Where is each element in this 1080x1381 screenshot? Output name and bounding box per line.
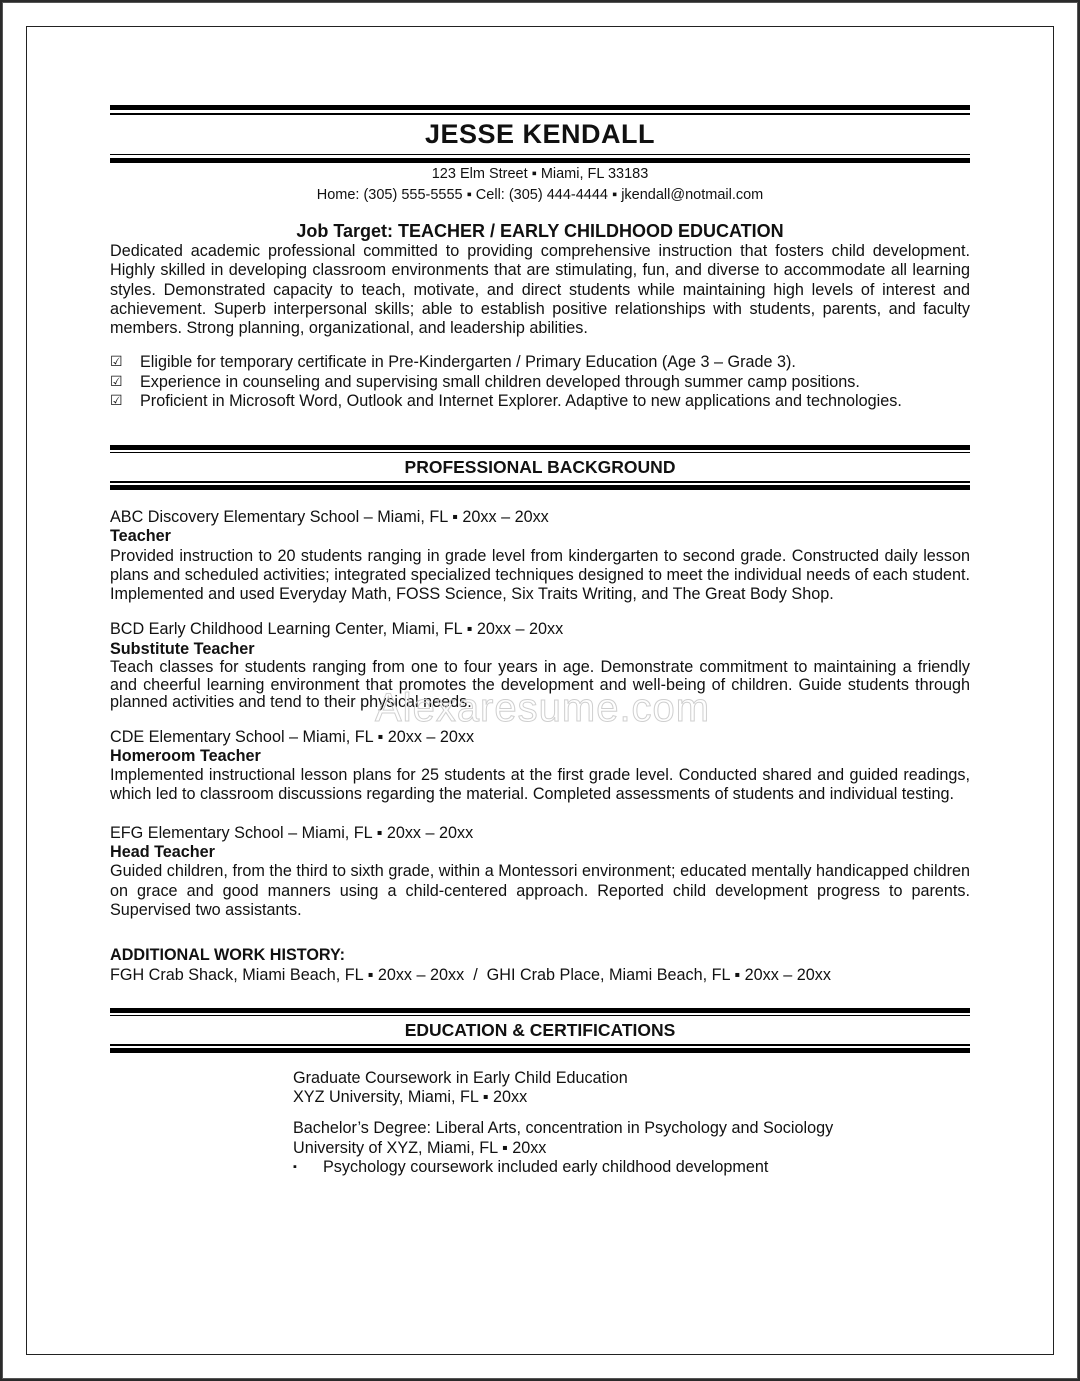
check-item-text: Eligible for temporary certificate in Pre-Kindergarten / Primary Education (Age 3 – Grade 3). [140,353,796,372]
checkbox-icon: ☑ [110,354,123,371]
contact-address: 123 Elm Street ▪ Miami, FL 33183 [431,166,649,182]
education-bullet [293,1158,970,1177]
job-entry [110,508,970,604]
contact-phones-email: Home: (305) 555-5555 ▪ Cell: (305) 444-4444 ▪ jkendall@notmail.com [316,186,764,203]
check-item [110,373,970,393]
job-employer: EFG Elementary School – Miami, FL ▪ 20xx – 20xx [110,823,474,842]
job-description: Teach classes for students ranging from one to four years in age. Demonstrate commitment to maintaining a friendly and cheerful learning environment that promotes the development and well-being of children. Guide students through planned activities and tend to their physical needs. [110,658,970,712]
job-employer: CDE Elementary School – Miami, FL ▪ 20xx – 20xx [110,727,475,746]
divider [110,1015,970,1017]
divider [110,452,970,454]
divider [110,485,970,490]
square-bullet-icon: ▪ [293,1161,297,1174]
summary-paragraph: Dedicated academic professional committed to providing comprehensive instruction that fosters child development. Highly skilled in developing classroom environments that are stimulating, fun, and diverse to accommodate all learning styles. Demonstrated capacity to teach, motivate, and direct students while maintaining high levels of interest and achievement. Superb interpersonal skills; able to establish positive relationships with students, parents, and faculty members. Strong planning, organizational, and leadership abilities. [110,242,970,338]
job-description: Implemented instructional lesson plans for 25 students at the first grade level. Conducted shared and guided readings, which led to classroom discussions regarding the material. Completed assessments of students and individual testing. [110,766,970,804]
divider [110,154,970,156]
education-program: Graduate Coursework in Early Child Education [293,1068,628,1087]
name-band-bottom [110,154,970,164]
section-header-education [110,1008,970,1053]
divider [110,113,970,115]
section-title: EDUCATION & CERTIFICATIONS [404,1020,676,1041]
divider [110,1044,970,1046]
candidate-name: JESSE KENDALL [424,118,656,149]
job-title: Homeroom Teacher [110,746,261,765]
education-bullet-text: Psychology coursework included early childhood development [323,1158,769,1177]
job-employer: ABC Discovery Elementary School – Miami, FL ▪ 20xx – 20xx [110,507,549,526]
job-title: Head Teacher [110,843,215,862]
additional-work-heading: ADDITIONAL WORK HISTORY: [110,946,346,965]
divider [110,105,970,110]
check-item [110,353,970,373]
qualification-checklist [110,353,970,412]
divider [110,1008,970,1013]
education-institution: XYZ University, Miami, FL ▪ 20xx [293,1088,528,1107]
job-description: Guided children, from the third to sixth grade, within a Montessori environment; educated mentally handicapped children on grace and good manners using a child-centered approach. Reported child development progress to parents. Supervised two assistants. [110,862,970,919]
job-employer: BCD Early Childhood Learning Center, Miami, FL ▪ 20xx – 20xx [110,620,564,639]
divider [110,481,970,483]
check-item [110,392,970,412]
job-title: Substitute Teacher [110,639,255,658]
job-description: Provided instruction to 20 students ranging in grade level from kindergarten to second grade. Constructed daily lesson plans and scheduled activities; integrated specialized techniques designed to meet the individual needs of each student. Implemented and used Everyday Math, FOSS Science, Six Traits Writing, and The Great Body Shop. [110,546,970,604]
job-entry [110,728,970,805]
additional-work-text: FGH Crab Shack, Miami Beach, FL ▪ 20xx – 20xx / GHI Crab Place, Miami Beach, FL ▪ 20xx – 20xx [110,965,831,984]
job-title: Teacher [110,527,171,546]
checkbox-icon: ☑ [110,373,123,390]
check-item-text: Proficient in Microsoft Word, Outlook and Internet Explorer. Adaptive to new applications and technologies. [140,392,902,411]
divider [110,1048,970,1053]
job-entry [110,620,970,711]
resume-page [110,105,970,1177]
divider [110,158,970,163]
divider [110,445,970,450]
section-header-professional [110,445,970,490]
education-entry [293,1069,970,1108]
check-item-text: Experience in counseling and supervising small children developed through summer camp positions. [140,372,860,391]
section-title: PROFESSIONAL BACKGROUND [404,457,676,478]
education-institution: University of XYZ, Miami, FL ▪ 20xx [293,1138,547,1157]
education-entry [293,1119,970,1177]
name-band [110,105,970,151]
checkbox-icon: ☑ [110,393,123,410]
education-program: Bachelor’s Degree: Liberal Arts, concentration in Psychology and Sociology [293,1119,834,1138]
job-target: Job Target: TEACHER / EARLY CHILDHOOD EDUCATION [296,221,784,241]
job-entry [110,824,970,920]
